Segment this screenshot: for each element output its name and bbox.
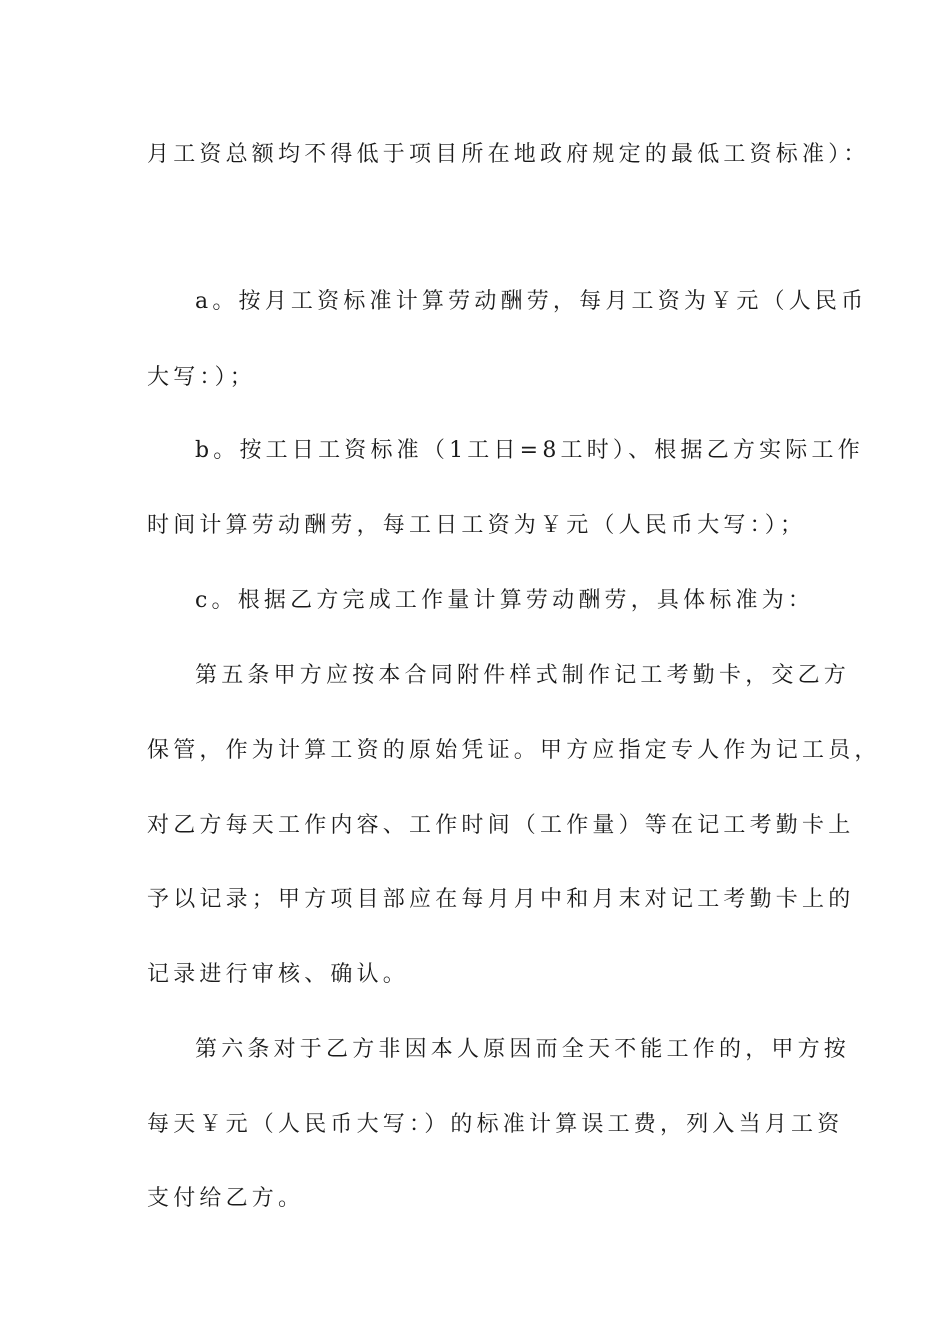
text-line-13: 每天￥元（人民币大写：）的标准计算误工费，列入当月工资 xyxy=(147,1112,844,1137)
text-line-14: 支付给乙方。 xyxy=(147,1186,305,1211)
text-line-8: 保管，作为计算工资的原始凭证。甲方应指定专人作为记工员， xyxy=(147,738,881,763)
text-line-7: 第五条甲方应按本合同附件样式制作记工考勤卡，交乙方 xyxy=(195,663,851,688)
text-line-3: 大写：）； xyxy=(147,365,257,390)
text-line-4: b。按工日工资标准（1工日=8工时）、根据乙方实际工作 xyxy=(195,438,864,463)
text-line-1: 月工资总额均不得低于项目所在地政府规定的最低工资标准）： xyxy=(147,142,870,167)
text-line-10: 予以记录；甲方项目部应在每月月中和月末对记工考勤卡上的 xyxy=(147,887,855,912)
text-line-9: 对乙方每天工作内容、工作时间（工作量）等在记工考勤卡上 xyxy=(147,813,855,838)
text-line-12: 第六条对于乙方非因本人原因而全天不能工作的，甲方按 xyxy=(195,1037,851,1062)
text-line-6: c。根据乙方完成工作量计算劳动酬劳，具体标准为： xyxy=(195,588,815,613)
text-line-5: 时间计算劳动酬劳，每工日工资为￥元（人民币大写：）； xyxy=(147,513,807,538)
text-line-2: a。按月工资标准计算劳动酬劳，每月工资为￥元（人民币 xyxy=(195,289,868,314)
text-line-11: 记录进行审核、确认。 xyxy=(147,962,410,987)
